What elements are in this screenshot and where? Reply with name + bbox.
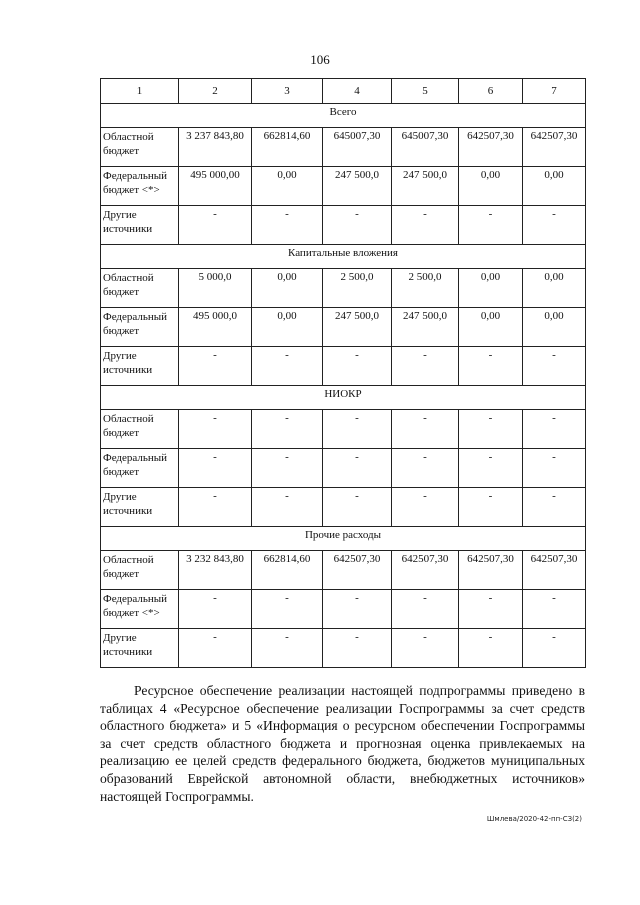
value-cell: 0,00: [252, 269, 323, 308]
funding-source: Федеральный бюджет: [101, 449, 179, 488]
value-cell: -: [323, 347, 392, 386]
value-cell: 2 500,0: [392, 269, 459, 308]
value-cell: -: [459, 488, 523, 527]
table-row: [101, 167, 586, 206]
value-cell: 642507,30: [459, 551, 523, 590]
value-cell: -: [179, 449, 252, 488]
funding-source: Другие источники: [101, 347, 179, 386]
funding-source: Другие источники: [101, 206, 179, 245]
column-header: 1: [101, 79, 179, 104]
column-header: 2: [179, 79, 252, 104]
section-row: [101, 104, 586, 128]
value-cell: 247 500,0: [323, 167, 392, 206]
column-header-row: [101, 79, 586, 104]
value-cell: -: [459, 590, 523, 629]
value-cell: -: [179, 488, 252, 527]
value-cell: 642507,30: [459, 128, 523, 167]
value-cell: -: [252, 629, 323, 668]
table-row: [101, 269, 586, 308]
column-header: 4: [323, 79, 392, 104]
value-cell: 0,00: [252, 167, 323, 206]
value-cell: -: [459, 410, 523, 449]
value-cell: -: [252, 410, 323, 449]
value-cell: 0,00: [523, 308, 586, 347]
table-row: [101, 308, 586, 347]
funding-source: Федеральный бюджет <*>: [101, 167, 179, 206]
column-header: 5: [392, 79, 459, 104]
value-cell: -: [323, 410, 392, 449]
value-cell: 642507,30: [523, 551, 586, 590]
value-cell: -: [523, 206, 586, 245]
value-cell: 2 500,0: [323, 269, 392, 308]
value-cell: 0,00: [459, 269, 523, 308]
value-cell: -: [323, 629, 392, 668]
value-cell: -: [392, 629, 459, 668]
value-cell: 5 000,0: [179, 269, 252, 308]
value-cell: -: [392, 488, 459, 527]
value-cell: -: [179, 206, 252, 245]
value-cell: 3 232 843,80: [179, 551, 252, 590]
value-cell: 645007,30: [323, 128, 392, 167]
value-cell: 662814,60: [252, 128, 323, 167]
value-cell: 0,00: [523, 167, 586, 206]
value-cell: -: [523, 590, 586, 629]
funding-source: Областной бюджет: [101, 551, 179, 590]
section-title: Капитальные вложения: [101, 245, 586, 269]
table-row: [101, 551, 586, 590]
section-row: [101, 527, 586, 551]
funding-source: Другие источники: [101, 488, 179, 527]
value-cell: 0,00: [523, 269, 586, 308]
document-code: Шмлева/2020-42-пп-СЗ(2): [486, 815, 582, 823]
value-cell: -: [179, 410, 252, 449]
value-cell: -: [392, 206, 459, 245]
value-cell: -: [523, 410, 586, 449]
funding-source: Областной бюджет: [101, 269, 179, 308]
section-row: [101, 245, 586, 269]
funding-source: Областной бюджет: [101, 128, 179, 167]
page-number: 106: [310, 52, 330, 67]
table-row: [101, 488, 586, 527]
value-cell: 247 500,0: [392, 167, 459, 206]
value-cell: 0,00: [459, 308, 523, 347]
value-cell: -: [459, 449, 523, 488]
table-row: [101, 590, 586, 629]
value-cell: -: [179, 347, 252, 386]
value-cell: -: [392, 347, 459, 386]
table-row: [101, 206, 586, 245]
table-row: [101, 449, 586, 488]
column-header: 3: [252, 79, 323, 104]
section-row: [101, 386, 586, 410]
section-title: Прочие расходы: [101, 527, 586, 551]
value-cell: 0,00: [459, 167, 523, 206]
value-cell: 495 000,0: [179, 308, 252, 347]
value-cell: -: [323, 488, 392, 527]
column-header: 6: [459, 79, 523, 104]
value-cell: 642507,30: [523, 128, 586, 167]
value-cell: -: [323, 590, 392, 629]
value-cell: -: [252, 206, 323, 245]
value-cell: -: [392, 590, 459, 629]
value-cell: -: [459, 347, 523, 386]
value-cell: 0,00: [252, 308, 323, 347]
value-cell: -: [179, 590, 252, 629]
value-cell: -: [252, 590, 323, 629]
value-cell: -: [252, 347, 323, 386]
section-title: НИОКР: [101, 386, 586, 410]
value-cell: 645007,30: [392, 128, 459, 167]
table-row: [101, 629, 586, 668]
funding-source: Областной бюджет: [101, 410, 179, 449]
funding-source: Федеральный бюджет: [101, 308, 179, 347]
value-cell: 495 000,00: [179, 167, 252, 206]
value-cell: -: [459, 629, 523, 668]
value-cell: 3 237 843,80: [179, 128, 252, 167]
value-cell: 642507,30: [323, 551, 392, 590]
value-cell: -: [179, 629, 252, 668]
value-cell: -: [323, 206, 392, 245]
value-cell: -: [252, 488, 323, 527]
value-cell: 642507,30: [392, 551, 459, 590]
body-paragraph: Ресурсное обеспечение реализации настоящей подпрограммы приведено в таблицах 4 «Ресурсное обеспечение реализации Госпрограммы за счет средств областного бюджета» и 5 «Информация о ресурсном обеспечении Госпрограммы за счет средств областного бюджета и прогнозная оценка привлекаемых на реализацию ее целей средств федерального бюджета, бюджетов муниципальных образований Еврейской автономной области, внебюджетных источников» настоящей Госпрограммы.: [100, 683, 585, 804]
value-cell: 247 500,0: [323, 308, 392, 347]
value-cell: -: [523, 629, 586, 668]
value-cell: -: [459, 206, 523, 245]
table-row: [101, 410, 586, 449]
budget-table: [100, 78, 586, 668]
value-cell: -: [252, 449, 323, 488]
value-cell: -: [523, 347, 586, 386]
column-header: 7: [523, 79, 586, 104]
value-cell: -: [323, 449, 392, 488]
funding-source: Другие источники: [101, 629, 179, 668]
section-title: Всего: [101, 104, 586, 128]
table-row: [101, 128, 586, 167]
value-cell: -: [392, 410, 459, 449]
value-cell: 247 500,0: [392, 308, 459, 347]
funding-source: Федеральный бюджет <*>: [101, 590, 179, 629]
value-cell: -: [523, 449, 586, 488]
value-cell: -: [523, 488, 586, 527]
value-cell: -: [392, 449, 459, 488]
table-row: [101, 347, 586, 386]
value-cell: 662814,60: [252, 551, 323, 590]
